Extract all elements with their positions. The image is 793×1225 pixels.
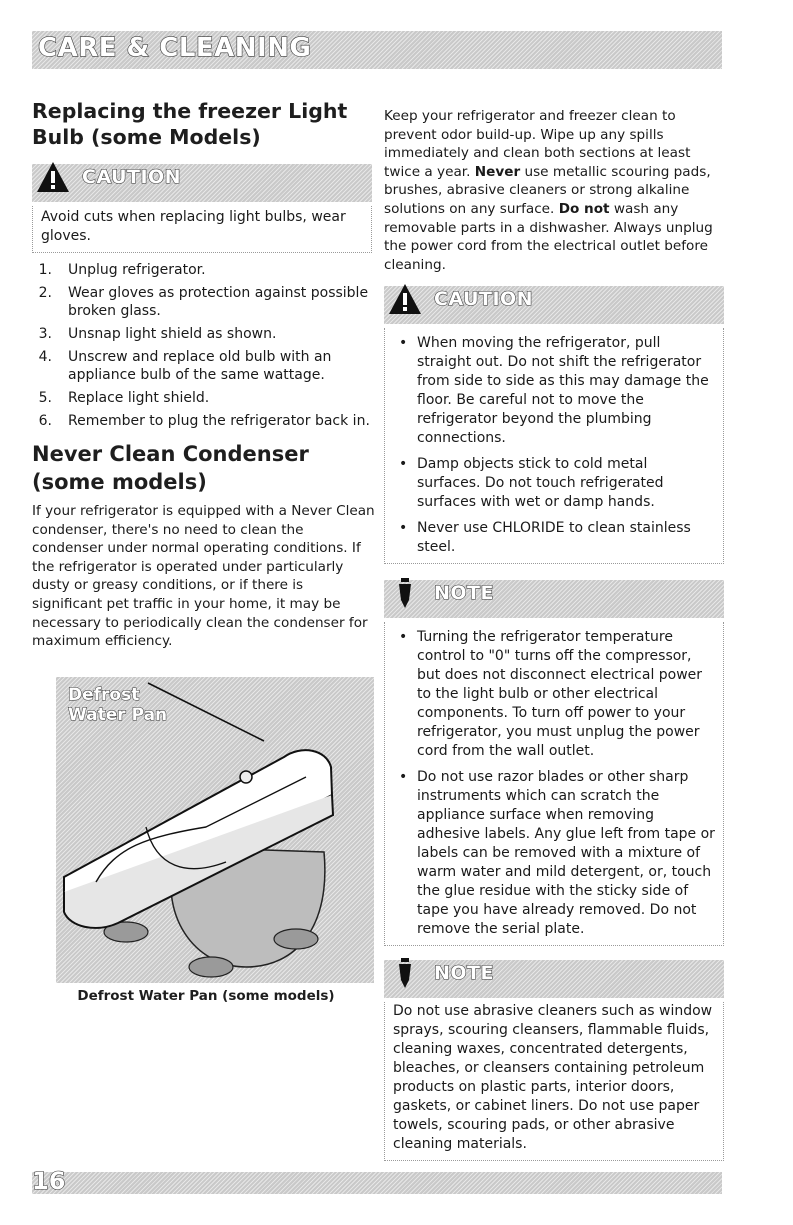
right-column (384, 107, 724, 1161)
note-pen-icon (387, 956, 423, 990)
page-title: CARE & CLEANING (38, 33, 312, 63)
list-item: 6. Remember to plug the refrigerator back in. (38, 413, 370, 429)
figure-label: Defrost Water Pan (68, 685, 168, 725)
note-body (384, 622, 724, 946)
list-item: 4. Unscrew and replace old bulb with an appliance bulb of the same wattage. (38, 349, 332, 383)
caution-text: Avoid cuts when replacing light bulbs, wear gloves. (32, 206, 372, 253)
caution-body (384, 328, 724, 564)
caution-header (32, 164, 372, 202)
light-bulb-steps (32, 261, 377, 430)
caution-label: CAUTION (434, 288, 534, 311)
condenser-text: If your refrigerator is equipped with a Never Clean condenser, there's no need to clean the condenser under normal operating conditions. If the refrigerator is operated under particularly dusty or greasy conditions, or if there is significant pet traffic in your home, it may be necessary to periodically clean the condenser for maximum efficiency. (32, 503, 375, 650)
list-item: • When moving the refrigerator, pull straight out. Do not shift the refrigerator from side to side as this may damage the floor. Be careful not to move the refrigerator beyond the plumbing connections. (393, 334, 715, 448)
list-item: • Never use CHLORIDE to clean stainless steel. (393, 519, 715, 557)
header-bar (32, 31, 722, 69)
list-item: • Turning the refrigerator temperature control to "0" turns off the compressor, but does not disconnect electrical power to the light bulb or other electrical components. To turn off power to your refrigerator, you must unplug the power cord from the wall outlet. (393, 628, 715, 761)
figure-caption: Defrost Water Pan (some models) (77, 988, 335, 1004)
caution-label: CAUTION (82, 166, 182, 188)
note-header (384, 960, 724, 998)
caution-header (384, 286, 724, 324)
note-label: NOTE (434, 962, 494, 985)
condenser-heading: Never Clean Condenser (some models) (32, 442, 309, 494)
list-item: • Do not use razor blades or other sharp instruments which can scratch the appliance surface when removing adhesive labels. Any glue left from tape or labels can be removed with a mixture of warm water and mild detergent, or, touch the glue residue with the sticky side of tape you have already removed. Do not remove the serial plate. (393, 768, 715, 939)
page-number: 16 (32, 1167, 66, 1195)
list-item: • Damp objects stick to cold metal surfaces. Do not touch refrigerated surfaces with wet or damp hands. (393, 455, 715, 512)
note-box-temperature (384, 580, 724, 946)
defrost-water-pan-illustration (56, 677, 374, 983)
list-item: 2. Wear gloves as protection against possible broken glass. (38, 285, 369, 319)
cleaning-intro: Keep your refrigerator and freezer clean to prevent odor build-up. Wipe up any spills immediately and clean both sections at least twice a year. Never use metallic scouring pads, brushes, abrasive cleaners or strong alkaline solutions on any surface. Do not wash any removable parts in a dishwasher. Always unplug the power cord from the electrical outlet before cleaning. (384, 108, 713, 273)
warning-icon (387, 282, 423, 316)
caution-box-light-bulb (32, 164, 372, 253)
light-bulb-heading: Replacing the freezer Light Bulb (some Models) (32, 99, 348, 149)
note-text: Do not use abrasive cleaners such as window sprays, scouring cleansers, flammable fluids, cleaning waxes, concentrated detergents, bleaches, or cleansers containing petroleum products on plastic parts, interior doors, gaskets, or cabinet liners. Do not use paper towels, scouring pads, or other abrasive cleaning materials. (384, 1002, 724, 1161)
caution-box-moving (384, 286, 724, 564)
list-item: 1. Unplug refrigerator. (38, 262, 206, 278)
list-item: 3. Unsnap light shield as shown. (38, 326, 277, 342)
note-label: NOTE (434, 582, 494, 605)
footer-bar (32, 1172, 722, 1194)
note-pen-icon (387, 576, 423, 610)
note-box-abrasive (384, 960, 724, 1161)
note-header (384, 580, 724, 618)
list-item: 5. Replace light shield. (38, 390, 210, 406)
warning-icon (35, 160, 71, 194)
left-column (32, 98, 377, 651)
